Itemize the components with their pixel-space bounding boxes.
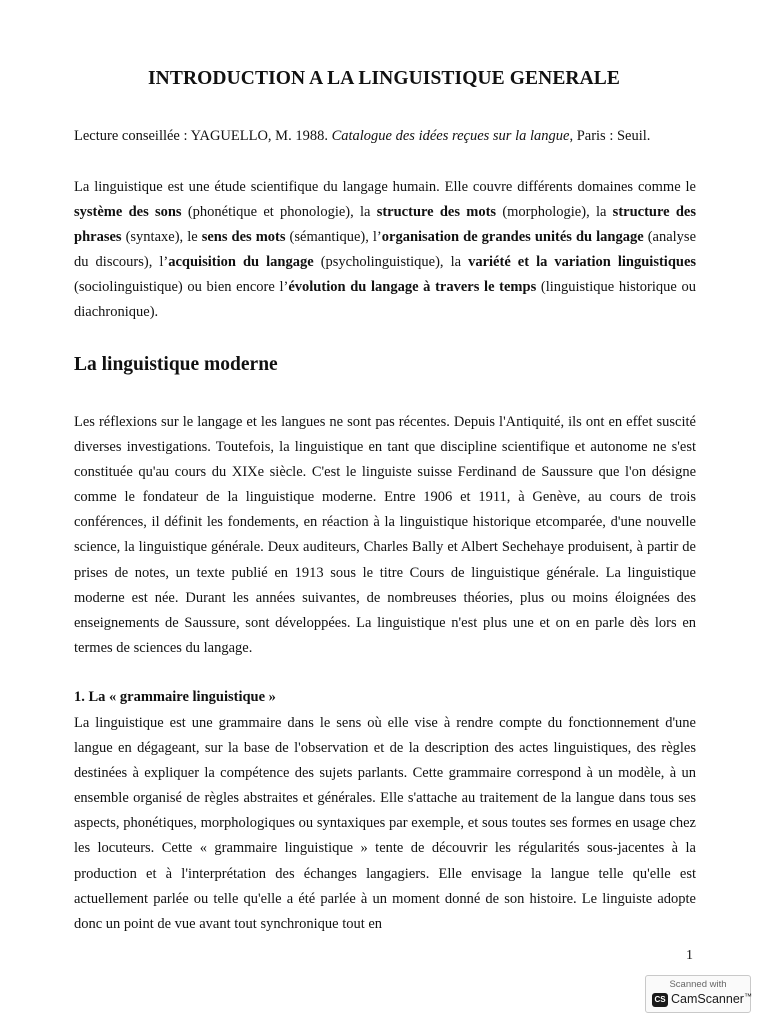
intro-text-run: (linguistique historique ou diachronique). [74, 279, 696, 321]
section-paragraph: Les réflexions sur le langage et les langues ne sont pas récentes. Depuis l'Antiquité, ils ont en effet suscité diverses investigations. Toutefois, la linguistique en tant que discipline scientifique et autonome ne s'est constituée qu'au cours du XIXe siècle. C'est le linguiste suisse Ferdinand de Saussure que l'on désigne comme le fondateur de la linguistique moderne. Entre 1906 et 1911, à Genève, au cours de trois conférences, il définit les fondements, en réaction à la linguistique historique etcomparée, d'une nouvelle science, la linguistique générale. Deux auditeurs, Charles Bally et Albert Sechehaye produisent, à partir de prises de notes, un texte publié en 1913 sous le titre Cours de linguistique générale. La linguistique moderne est née. Durant les années suivantes, de nombreuses théories, plus ou moins éloignées des enseignements de Saussure, sont développées. La linguistique n'est plus une et on en parle dès lors en termes de sciences du langage. [74, 414, 696, 656]
watermark-brand-name: CamScanner [671, 992, 744, 1006]
watermark-top-text: Scanned with [669, 979, 727, 990]
watermark-brand [671, 992, 752, 1006]
section-heading: La linguistique moderne [74, 354, 278, 375]
intro-bold-term: structure des phrases [74, 204, 696, 246]
recommended-reading [74, 128, 714, 145]
camscanner-watermark [645, 975, 751, 1013]
intro-bold-term: sens des mots [201, 229, 286, 246]
intro-text-run: (phonétique et phonologie), la [181, 204, 377, 221]
reading-book-title: Catalogue des idées reçues sur la langue [331, 128, 570, 144]
intro-bold-term: acquisition du langage [168, 254, 314, 271]
camscanner-logo-icon: CS [652, 993, 668, 1007]
page-number: 1 [686, 948, 693, 963]
document-title: INTRODUCTION A LA LINGUISTIQUE GENERALE [147, 68, 620, 89]
watermark-trademark: ™ [743, 992, 752, 1001]
intro-text-run: (analyse du discours), l’ [74, 229, 696, 271]
intro-bold-term: structure des mots [376, 204, 497, 221]
subsection-heading: 1. La « grammaire linguistique » [74, 689, 276, 705]
subsection-paragraph: La linguistique est une grammaire dans le sens où elle vise à rendre compte du fonctionnement d'une langue en dégageant, sur la base de l'observation et de la description des actes linguistiques, des règles destinées à expliquer la compétence des sujets parlants. Cette grammaire correspond à un modèle, à un ensemble organisé de règles abstraites et générales. Elle s'attache au traitement de la langue dans tous ses aspects, phonétiques, morphologiques ou syntaxiques par exemple, et sous toutes ses formes en usage chez les locuteurs. Cette « grammaire linguistique » tente de découvrir les régularités sous-jacentes à la production et à l'interprétation des échanges langagiers. Elle envisage la langue telle qu'elle est actuellement parlée ou telle qu'elle a été parlée à un moment donné de son histoire. Le linguiste adopte donc un point de vue avant tout synchronique tout en [74, 715, 696, 932]
intro-bold-term: organisation de grandes unités du langage [381, 229, 644, 246]
intro-text-run: (morphologie), la [496, 204, 613, 221]
intro-bold-term: évolution du langage à travers le temps [288, 279, 537, 296]
intro-text-run: (sociolinguistique) ou bien encore l’ [74, 279, 289, 296]
intro-paragraph [74, 175, 696, 326]
intro-text-run: (syntaxe), le [121, 229, 202, 246]
intro-bold-term: variété et la variation linguistiques [468, 254, 697, 271]
intro-text-run: (sémantique), l’ [285, 229, 382, 246]
intro-text-run: (psycholinguistique), la [313, 254, 469, 271]
intro-bold-term: système des sons [74, 204, 182, 221]
reading-suffix: , Paris : Seuil. [569, 128, 651, 144]
reading-prefix: Lecture conseillée : YAGUELLO, M. 1988. [74, 128, 332, 144]
intro-text-run: La linguistique est une étude scientifique du langage humain. Elle couvre différents domaines comme le [74, 179, 696, 195]
